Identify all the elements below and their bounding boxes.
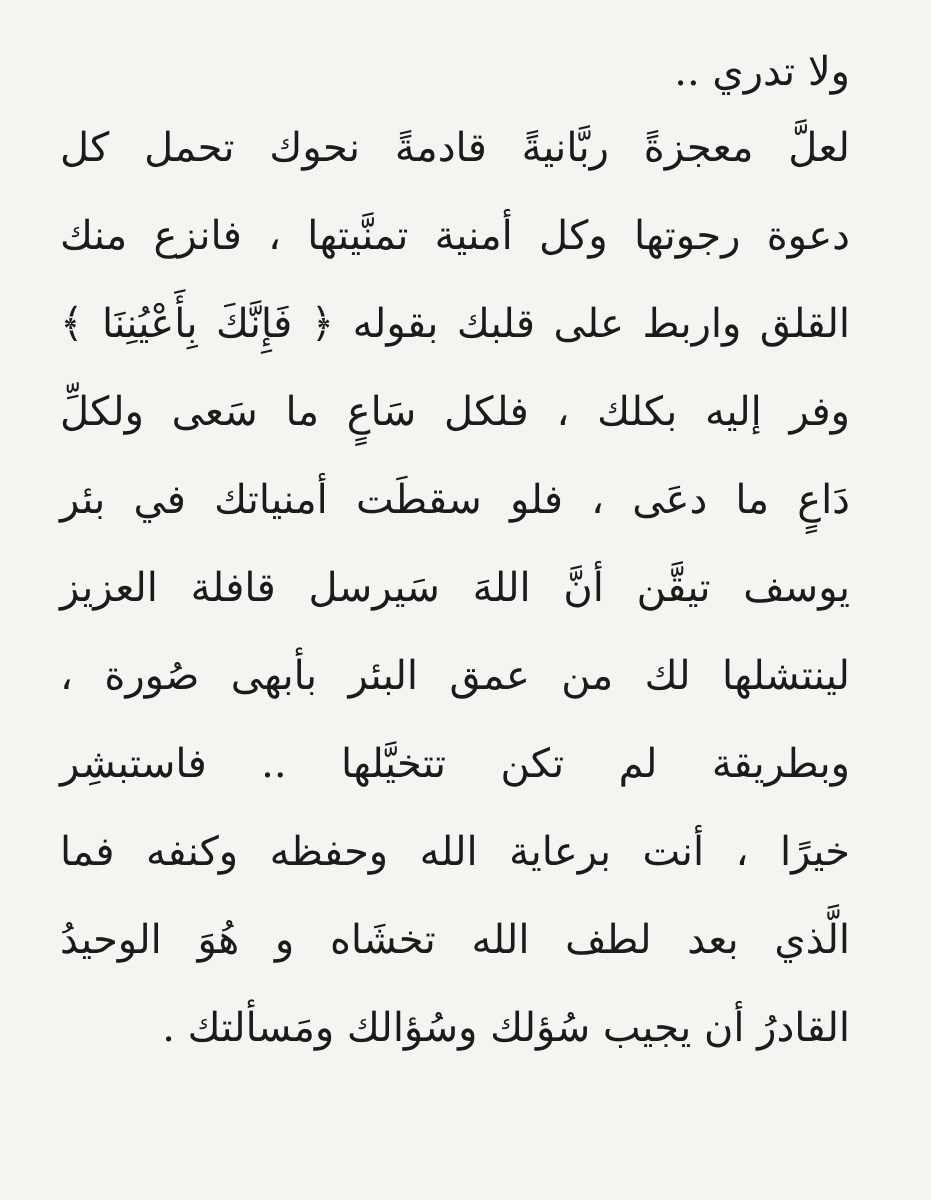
- text-line-9: وبطريقة لم تكن تتخيَّلها .. فاستبشِر: [60, 741, 850, 787]
- text-line-2: لعلَّ معجزةً ربَّانيةً قادمةً نحوك تحمل كل: [60, 125, 850, 171]
- text-line-4: القلق واربط على قلبك بقوله ﴿ فَإِنَّكَ بِأَعْيُنِنَا ﴾: [60, 301, 850, 347]
- text-line-3: دعوة رجوتها وكل أمنية تمنَّيتها ، فانزع منك: [60, 213, 850, 259]
- text-line-7: يوسف تيقَّن أنَّ اللهَ سَيرسل قافلة العزيز: [60, 565, 850, 611]
- text-line-6: دَاعٍ ما دعَى ، فلو سقطَت أمنياتك في بئر: [60, 477, 850, 523]
- text-line-1: ولا تدري ..: [674, 49, 850, 95]
- text-line-12: القادرُ أن يجيب سُؤلك وسُؤالك ومَسألتك .: [162, 1005, 850, 1051]
- text-line-11: الَّذي بعد لطف الله تخشَاه و هُوَ الوحيدُ: [60, 917, 850, 963]
- arabic-paragraph: [60, 40, 850, 1072]
- text-line-5: وفر إليه بكلك ، فلكل سَاعٍ ما سَعى ولكلِّ: [60, 389, 850, 435]
- text-line-10: خيرًا ، أنت برعاية الله وحفظه وكنفه فما: [60, 829, 850, 875]
- text-line-8: لينتشلها لك من عمق البئر بأبهى صُورة ،: [60, 653, 850, 699]
